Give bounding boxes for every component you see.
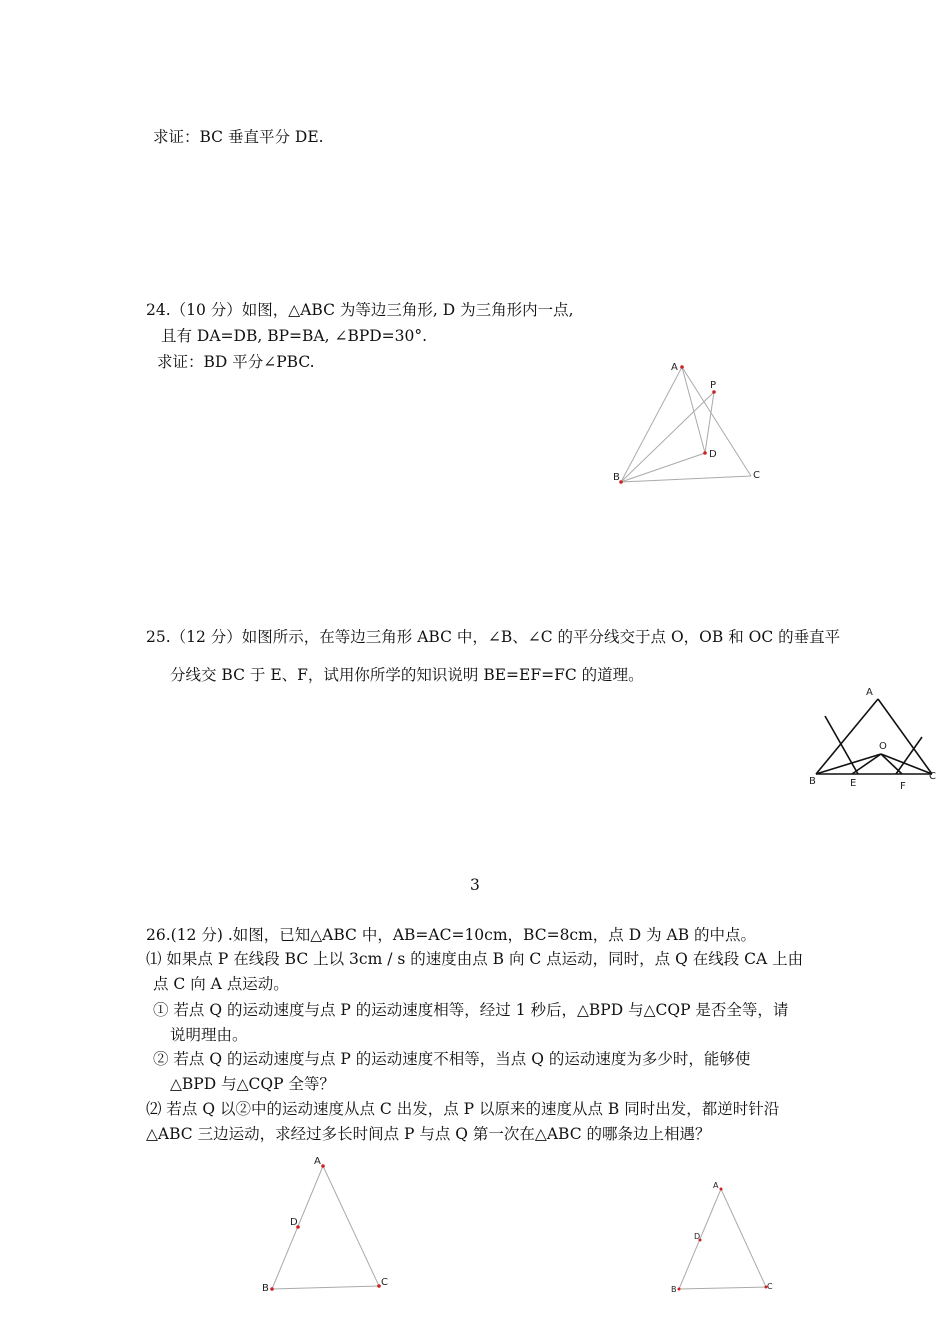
- q26-fig1-point-b: [270, 1287, 274, 1291]
- q24-point-a: [680, 365, 684, 369]
- q26-figure-2-lines: [679, 1189, 766, 1289]
- q25-line-2: 分线交 BC 于 E、F，试用你所学的知识说明 BE=EF=FC 的道理。: [170, 666, 644, 684]
- q24-figure-lines: [621, 367, 751, 482]
- q26-line-9: △ABC 三边运动，求经过多长时间点 P 与点 Q 第一次在△ABC 的哪条边上相遇？: [146, 1125, 711, 1143]
- q26-line-3: 点 C 向 A 点运动。: [153, 975, 289, 993]
- q26-fig2-point-a: [720, 1188, 723, 1191]
- q26-fig2-label-d: D: [694, 1232, 701, 1241]
- q24-line-3: 求证：BD 平分∠PBC.: [157, 353, 315, 371]
- q24-line-1: 24.（10 分）如图，△ABC 为等边三角形, D 为三角形内一点,: [146, 301, 574, 319]
- q26-line-7: △BPD 与△CQP 全等？: [170, 1075, 335, 1093]
- q24-point-d: [703, 451, 707, 455]
- q26-line-6: ② 若点 Q 的运动速度与点 P 的运动速度不相等，当点 Q 的运动速度为多少时，能够使: [153, 1050, 751, 1068]
- q24-label-a: A: [671, 362, 678, 373]
- q26-triangle-figure-2: [665, 1175, 785, 1300]
- q23-proof-statement: 求证：BC 垂直平分 DE.: [153, 128, 324, 146]
- q26-fig2-point-b: [678, 1288, 681, 1291]
- q25-line-1: 25.（12 分）如图所示，在等边三角形 ABC 中，∠B、∠C 的平分线交于点 O，OB 和 OC 的垂直平: [146, 628, 841, 646]
- q26-fig1-label-d: D: [290, 1217, 298, 1228]
- q24-triangle-figure: [600, 355, 780, 495]
- q26-line-2: ⑴ 如果点 P 在线段 BC 上以 3cm / s 的速度由点 B 向 C 点运动，同时，点 Q 在线段 CA 上由: [146, 950, 804, 968]
- q24-label-c: C: [753, 470, 760, 481]
- q24-line-2: 且有 DA=DB, BP=BA, ∠BPD=30°.: [161, 327, 428, 345]
- q26-line-4: ① 若点 Q 的运动速度与点 P 的运动速度相等，经过 1 秒后，△BPD 与△CQP 是否全等，请: [153, 1001, 789, 1019]
- q25-figure-lines: [816, 699, 932, 774]
- q26-fig1-label-c: C: [381, 1277, 388, 1288]
- q26-fig1-point-a: [321, 1164, 325, 1168]
- q25-label-b: B: [809, 776, 816, 787]
- q26-triangle-figure-1: [255, 1150, 395, 1300]
- q26-line-1: 26.(12 分) .如图，已知△ABC 中，AB=AC=10cm，BC=8cm，点 D 为 AB 的中点。: [146, 926, 757, 944]
- q25-label-o: O: [879, 741, 887, 752]
- q26-fig1-label-a: A: [314, 1156, 321, 1167]
- q26-figure-1-lines: [272, 1166, 379, 1289]
- q26-fig2-label-c: C: [767, 1282, 773, 1291]
- q25-label-c: C: [929, 771, 936, 782]
- q24-label-p: P: [710, 380, 717, 391]
- q24-label-b: B: [613, 472, 620, 483]
- q26-fig1-label-b: B: [262, 1283, 269, 1294]
- q24-label-d: D: [709, 449, 717, 460]
- q25-label-e: E: [850, 778, 857, 789]
- q25-label-a: A: [866, 687, 873, 698]
- q26-line-5: 说明理由。: [170, 1026, 248, 1044]
- q25-triangle-figure: [805, 682, 940, 792]
- page-number: 3: [470, 876, 480, 894]
- q26-fig2-label-b: B: [671, 1285, 677, 1294]
- q26-fig2-label-a: A: [713, 1181, 719, 1190]
- q25-label-f: F: [900, 781, 906, 792]
- q26-line-8: ⑵ 若点 Q 以②中的运动速度从点 C 出发，点 P 以原来的速度从点 B 同时出发，都逆时针沿: [146, 1100, 780, 1118]
